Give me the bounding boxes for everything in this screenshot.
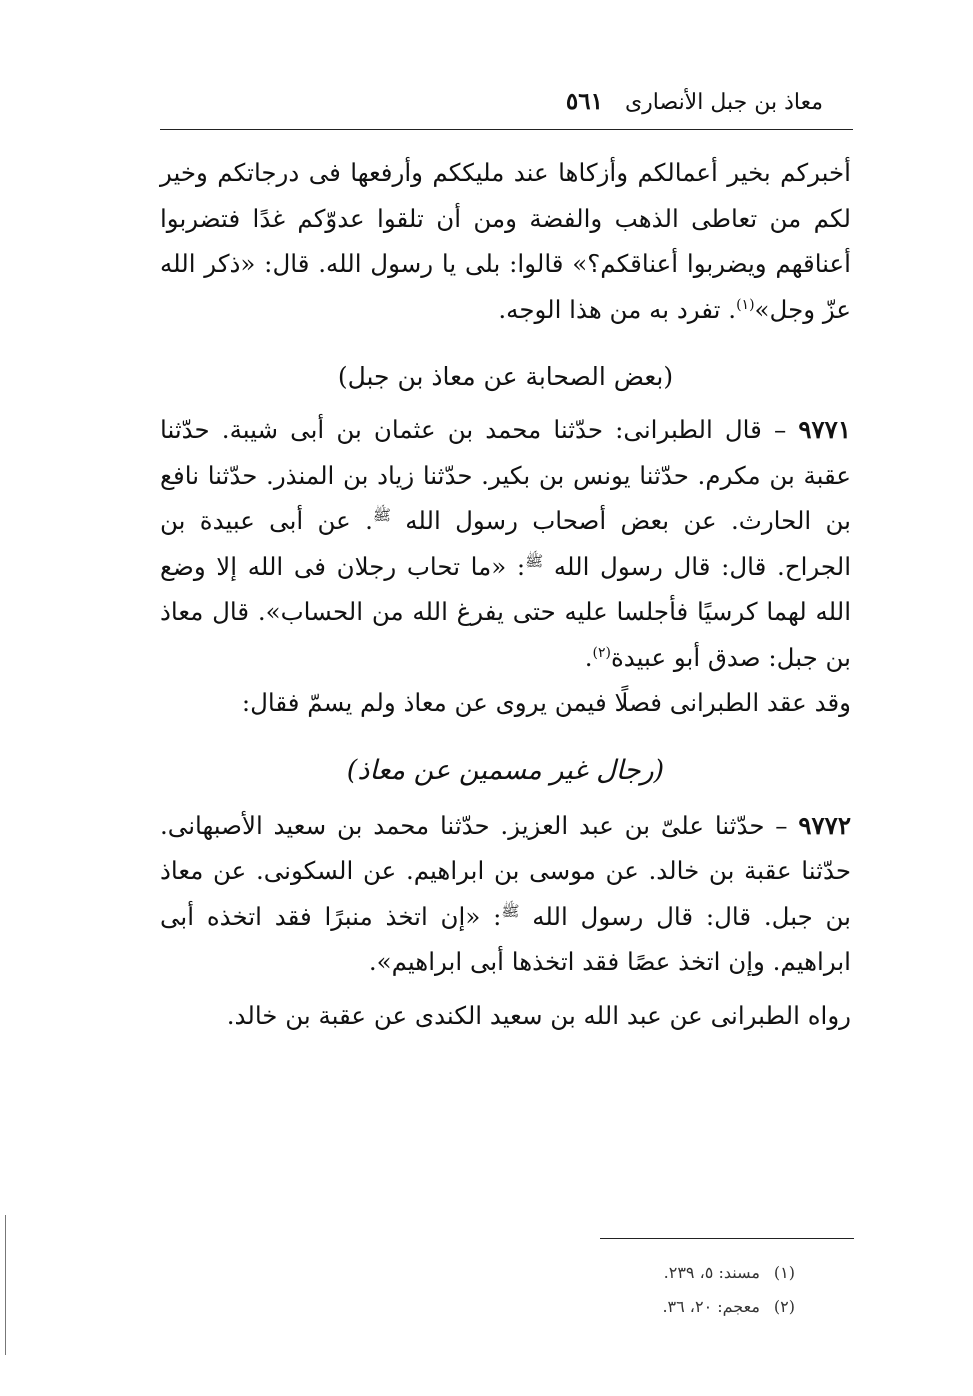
paragraph-text: أخبركم بخير أعمالكم وأزكاها عند مليككم وأرفعها فى درجاتكم وخير لكم من تعاطى الذهب والفضة ومن أن تلقوا عدوّكم غدًا فتضربوا أعناقهم ويضربوا أعناقكم؟» قالوا: بلى يا رسول الله. قال: «ذكر الله عزّ وجل» <box>160 158 851 324</box>
footnote-marker: (٢) <box>592 644 611 661</box>
paragraph-text: : «إن اتخذ منبرًا فقد اتخذه أبى ابراهيم. وإن اتخذ عصًا فقد اتخذها أبى ابراهيم». <box>160 901 851 976</box>
paragraph-text: . تفرد به من هذا الوجه. <box>498 294 737 324</box>
footnote-2 <box>662 1290 795 1324</box>
running-header <box>160 88 823 115</box>
salawat-glyph: ﷺ <box>525 551 544 570</box>
footnote-1 <box>662 1256 795 1290</box>
paragraph-narration: رواه الطبرانى عن عبد الله بن سعيد الكندى عن عقبة بن خالد. <box>226 1000 851 1030</box>
paragraph-text: : «ما تحاب رجلان فى الله إلا وضع الله لهما كرسيًا فأجلسا عليه حتى يفرغ الله من الحساب». قال معاذ بن جبل: صدق أبو عبيدة <box>160 551 851 672</box>
header-rule <box>160 129 853 130</box>
footnote-rule <box>600 1238 854 1239</box>
paragraph-text: – حدّثنا علىّ بن عبد العزيز. حدّثنا محمد بن سعيد الأصبهانى. حدّثنا عقبة بن خالد. عن موسى بن ابراهيم. عن السكونى. عن معاذ بن جبل. قال: قال رسول الله <box>160 810 851 931</box>
paragraph-note: وقد عقد الطبرانى فصلًا فيمن يروى عن معاذ ولم يسمّ فقال: <box>241 688 851 717</box>
paragraph-text: . <box>584 642 593 672</box>
footnote-marker: (١) <box>736 296 755 313</box>
paragraph-hadith-9771 <box>160 407 851 680</box>
salawat-glyph: ﷺ <box>501 901 520 920</box>
page-number: ٥٦١ <box>565 88 603 115</box>
salawat-glyph: ﷺ <box>372 505 391 524</box>
footnote-number: (١) <box>773 1263 795 1282</box>
hadith-number: ٩٧٧٢ <box>798 810 851 840</box>
scan-margin-line <box>5 1215 6 1355</box>
section-heading-handwritten: (رجال غير مسمين عن معاذ) <box>346 754 665 786</box>
section-heading: (بعض الصحابة عن معاذ بن جبل) <box>337 362 674 391</box>
footnote-text: معجم: ٢٠، ٣٦. <box>662 1297 760 1316</box>
footnote-text: مسند: ٥، ٢٣٩. <box>663 1263 760 1282</box>
paragraph-text: . عن أبى عبيدة بن الجراح. قال: قال رسول الله <box>160 506 852 581</box>
paragraph-hadith-continuation <box>160 150 851 332</box>
main-text <box>160 150 851 1038</box>
footnotes <box>662 1256 795 1324</box>
paragraph-hadith-9772 <box>160 803 851 985</box>
header-title: معاذ بن جبل الأنصارى <box>624 90 823 115</box>
hadith-number: ٩٧٧١ <box>798 415 851 444</box>
paragraph-text: – قال الطبرانى: حدّثنا محمد بن عثمان بن أبى شيبة. حدّثنا عقبة بن مكرم. حدّثنا يونس بن بكير. حدّثنا زياد بن المنذر. حدّثنا نافع بن الحارث. عن بعض أصحاب رسول الله <box>160 415 851 535</box>
footnote-number: (٢) <box>773 1297 795 1316</box>
